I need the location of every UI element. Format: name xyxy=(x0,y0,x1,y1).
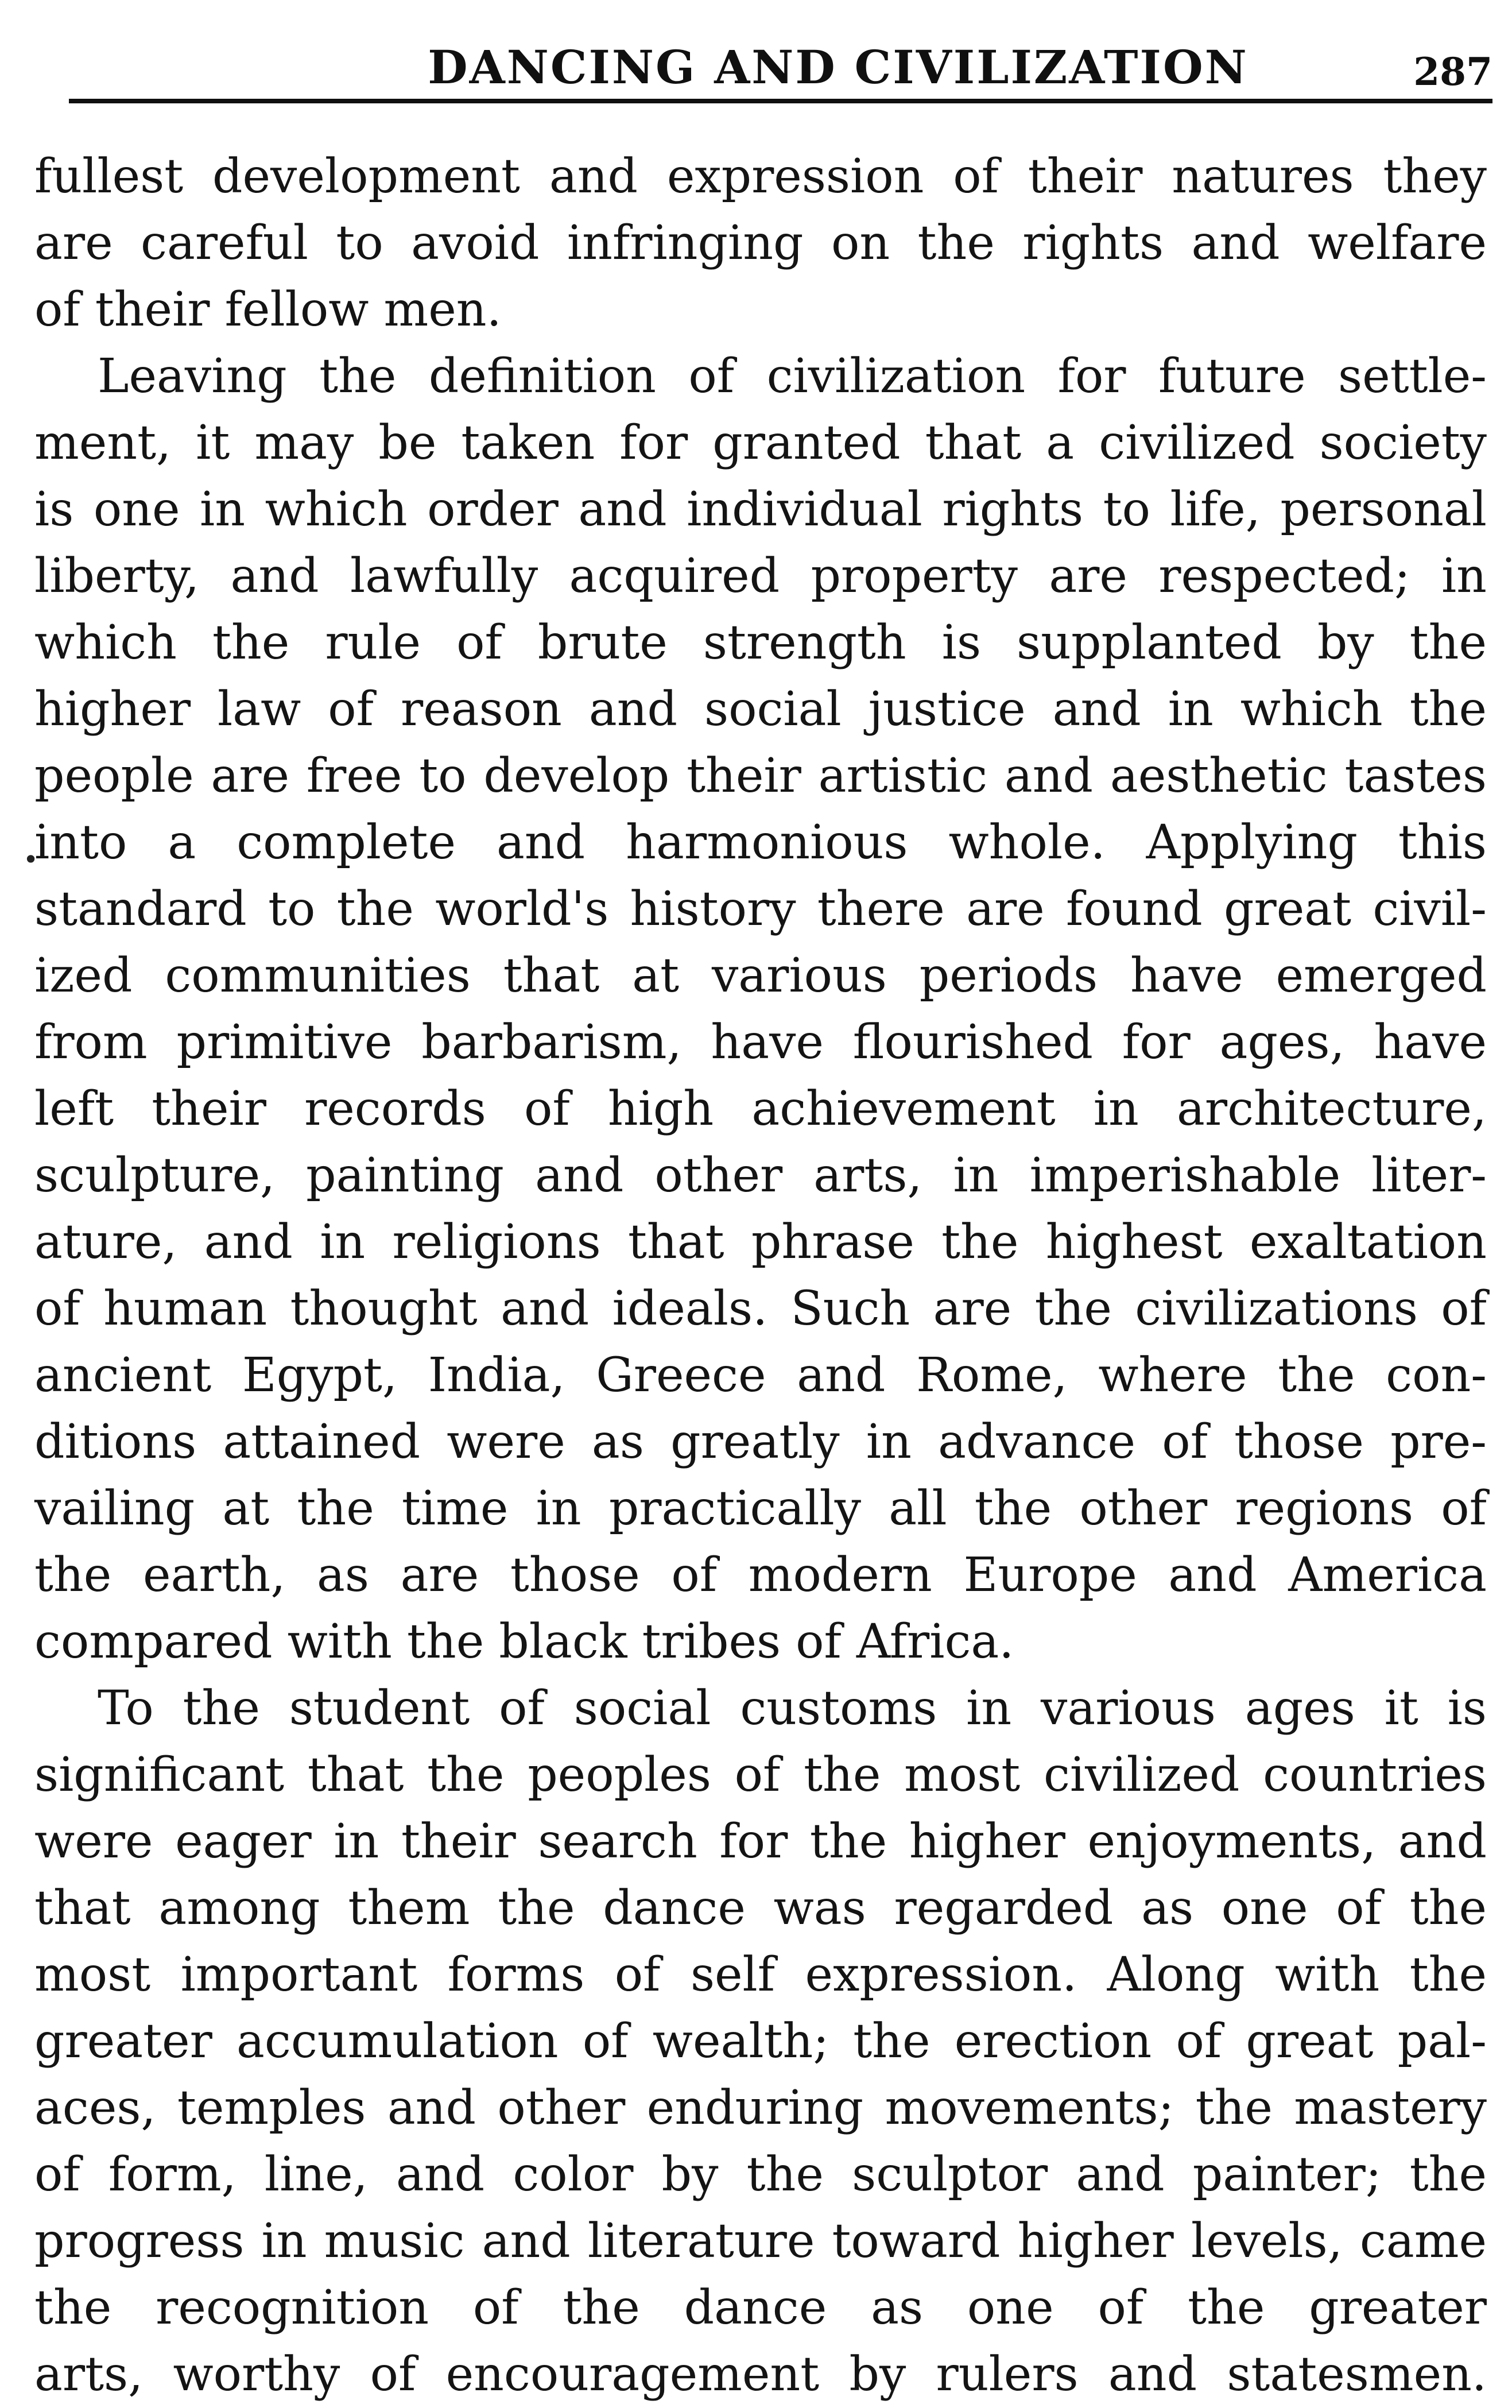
body-text xyxy=(34,144,1487,2408)
text-line: compared with the black tribes of Africa. xyxy=(34,1615,1014,1669)
text-line: are careful to avoid infringing on the rights and welfare xyxy=(34,216,1487,270)
text-line: ized communities that at various periods have emerged xyxy=(34,949,1487,1003)
text-line: is one in which order and individual rights to life, personal xyxy=(34,482,1487,537)
running-head xyxy=(69,34,1492,103)
text-line: significant that the peoples of the most civilized countries xyxy=(34,1748,1487,1802)
text-line: greater accumulation of wealth; the erection of great pal- xyxy=(34,2014,1487,2069)
chapter-title: DANCING AND CIVILIZATION xyxy=(428,40,1249,94)
text-line: ment, it may be taken for granted that a civilized society xyxy=(34,416,1487,470)
header-rule xyxy=(69,99,1492,103)
margin-mark: • xyxy=(23,844,39,875)
page-number: 287 xyxy=(1413,49,1492,94)
text-line: that among them the dance was regarded as one of the xyxy=(34,1881,1487,1935)
text-line: of human thought and ideals. Such are the civilizations of xyxy=(34,1282,1487,1336)
text-line: standard to the world's history there are found great civil- xyxy=(34,882,1487,936)
text-line: people are free to develop their artistic and aesthetic tastes xyxy=(34,749,1487,803)
text-line: most important forms of self expression. Along with the xyxy=(34,1948,1487,2002)
text-line: left their records of high achievement in architecture, xyxy=(34,1082,1487,1136)
text-line: the earth, as are those of modern Europe and America xyxy=(34,1548,1487,1602)
text-line: higher law of reason and social justice and in which the xyxy=(34,682,1487,737)
text-line: which the rule of brute strength is supplanted by the xyxy=(34,615,1487,670)
paragraph-2 xyxy=(34,343,1487,1675)
text-line: progress in music and literature toward higher levels, came xyxy=(34,2214,1487,2268)
text-line: Leaving the definition of civilization for future settle- xyxy=(98,349,1487,404)
text-line: fullest development and expression of their natures they xyxy=(34,149,1487,204)
text-line: into a complete and harmonious whole. Applying this xyxy=(34,815,1487,870)
text-line: aces, temples and other enduring movements; the mastery xyxy=(34,2081,1487,2135)
text-line: of form, line, and color by the sculptor and painter; the xyxy=(34,2147,1487,2202)
text-line: ancient Egypt, India, Greece and Rome, where the con- xyxy=(34,1348,1487,1403)
text-line: were eager in their search for the higher enjoyments, and xyxy=(34,1814,1487,1869)
text-line: the recognition of the dance as one of the greater xyxy=(34,2281,1487,2335)
text-line: To the student of social customs in various ages it is xyxy=(98,1681,1487,1736)
text-line: of their fellow men. xyxy=(34,282,502,337)
paragraph-3 xyxy=(34,1675,1487,2408)
paragraph-1 xyxy=(34,144,1487,343)
text-line: vailing at the time in practically all the other regions of xyxy=(34,1481,1487,1536)
text-line: from primitive barbarism, have flourished for ages, have xyxy=(34,1015,1487,1070)
text-line: sculpture, painting and other arts, in imperishable liter- xyxy=(34,1148,1487,1203)
text-line: liberty, and lawfully acquired property are respected; in xyxy=(34,549,1487,603)
text-line: ature, and in religions that phrase the highest exaltation xyxy=(34,1215,1487,1269)
text-line: arts, worthy of encouragement by rulers and statesmen. xyxy=(34,2347,1487,2402)
text-line: ditions attained were as greatly in advance of those pre- xyxy=(34,1415,1487,1469)
